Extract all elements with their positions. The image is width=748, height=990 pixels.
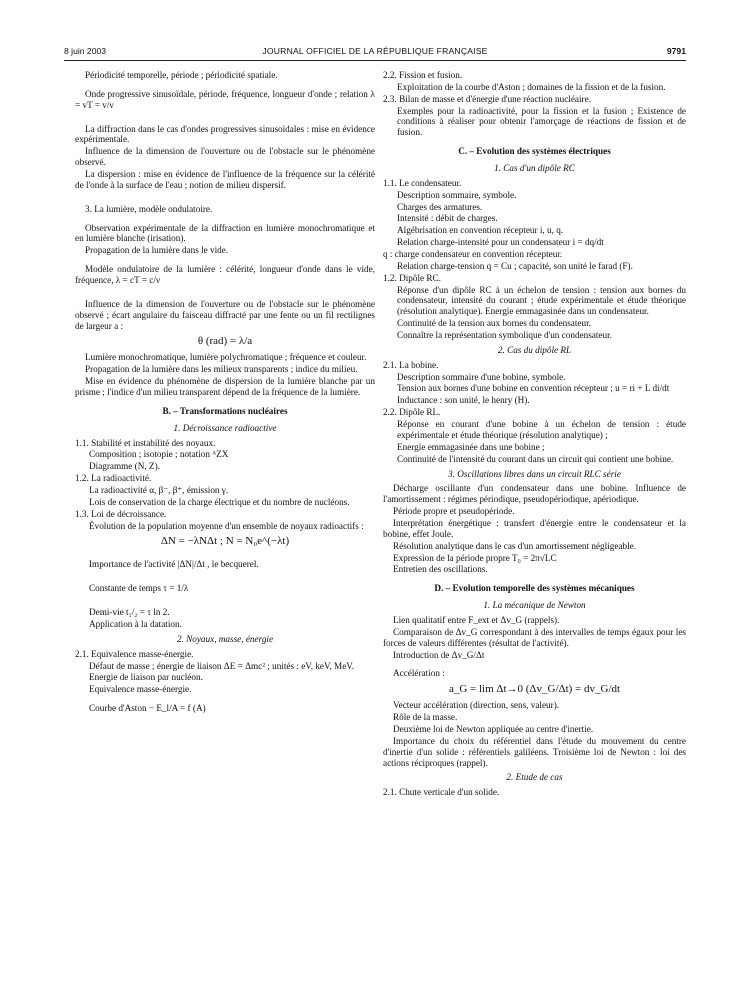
- paragraph: Constante de temps τ = 1/λ: [89, 583, 189, 594]
- paragraph: Propagation de la lumière dans le vide.: [85, 245, 229, 256]
- left-column: [75, 70, 375, 715]
- paragraph: Demi-vie t₁/₂ = τ ln 2.: [89, 607, 170, 618]
- paragraph: Importance du choix du référentiel dans l'étude du mouvement du centre d'inertie d'un solide : référentiels galiléens. Troisième loi de Newton : loi des actions réciproques (rappel).: [383, 735, 686, 768]
- paragraph: Energie de liaison par nucléon.: [89, 672, 203, 683]
- subsection-heading: 3. Oscillations libres dans un circuit RLC série: [448, 468, 621, 479]
- paragraph: Lien qualitatif entre F_ext et Δv_G (rappels).: [393, 614, 560, 625]
- paragraph: Introduction de Δv_G/Δt: [393, 649, 485, 660]
- section-heading: B. – Transformations nucléaires: [162, 405, 288, 416]
- paragraph: Inductance : son unité, le henry (H).: [397, 395, 530, 406]
- item-heading: 2.2. Fission et fusion.: [383, 70, 463, 80]
- subsection-heading: 1. La mécanique de Newton: [483, 600, 586, 611]
- item-heading: 2.1. La bobine.: [383, 359, 439, 370]
- paragraph: Deuxième loi de Newton appliquée au centre d'inertie.: [393, 723, 594, 734]
- paragraph: Description sommaire d'une bobine, symbole.: [397, 371, 566, 382]
- section-heading: D. – Evolution temporelle des systèmes mécaniques: [434, 583, 635, 594]
- paragraph: La radioactivité α, β⁻, β⁺, émission γ.: [89, 485, 229, 496]
- paragraph: Périodicité temporelle, période ; périodicité spatiale.: [85, 70, 278, 80]
- subsection-heading: 1. Décroissance radioactive: [173, 422, 277, 433]
- item-heading: 1.2. Dipôle RC.: [383, 272, 441, 283]
- paragraph: Relation charge-tension q = Cu ; capacité, son unité le farad (F).: [397, 260, 633, 271]
- paragraph: Continuité de la tension aux bornes du condensateur.: [397, 318, 591, 329]
- item-heading: 1.1. Stabilité et instabilité des noyaux.: [75, 437, 216, 448]
- paragraph: Vecteur accélération (direction, sens, valeur).: [393, 700, 560, 711]
- paragraph: Equivalence masse-énergie.: [89, 684, 192, 695]
- paragraph: Expression de la période propre T₀ = 2π√LC: [393, 552, 557, 563]
- paragraph: Energie emmagasinée dans une bobine ;: [397, 441, 545, 452]
- paragraph: Connaître la représentation symbolique d'un condensateur.: [397, 330, 612, 341]
- paragraph: Résolution analytique dans le cas d'un amortissement négligeable.: [393, 540, 637, 551]
- header-date: 8 juin 2003: [64, 46, 107, 56]
- subsection-heading: 1. Cas d'un dipôle RC: [494, 163, 575, 174]
- paragraph: Propagation de la lumière dans les milieux transparents ; indice du milieu.: [85, 364, 358, 375]
- paragraph: Mise en évidence du phénomène de dispersion de la lumière blanche par un prisme ; l'indice d'un milieu transparent dépend de la fréquence de la lumière.: [75, 376, 375, 398]
- item-heading: 2.2. Dipôle RL.: [383, 407, 441, 418]
- paragraph: Importance de l'activité |ΔN|/Δt , le becquerel.: [89, 559, 259, 570]
- item-heading: 1.2. La radioactivité.: [75, 473, 152, 484]
- paragraph: Accélération :: [393, 668, 445, 679]
- paragraph: Observation expérimentale de la diffraction en lumière monochromatique et en lumière blanche (irisation).: [75, 222, 375, 244]
- paragraph: Réponse en courant d'une bobine à un échelon de tension : étude expérimentale et étude théorique (résolution analytique) ;: [397, 419, 686, 440]
- paragraph: Tension aux bornes d'une bobine en convention récepteur ; u = ri + L di/dt: [397, 383, 670, 394]
- item-heading: 2.1. Chute verticale d'un solide.: [383, 787, 500, 798]
- subsection-heading: 2. Cas du dipôle RL: [497, 344, 572, 355]
- paragraph: Entretien des oscillations.: [393, 564, 488, 575]
- item-heading: 2.3. Bilan de masse et d'énergie d'une réaction nucléaire.: [383, 93, 591, 104]
- paragraph: Relation charge-intensité pour un condensateur i = dq/dt: [397, 237, 604, 248]
- paragraph: Algébrisation en convention récepteur i, u, q.: [397, 225, 564, 236]
- paragraph: Réponse d'un dipôle RC à un échelon de tension : tension aux bornes du condensateur, intensité du courant ; étude expérimentale et étude théorique (résolution analytique). Energie emmagasinée dans un condensateur.: [397, 284, 686, 317]
- paragraph: Charges des armatures.: [397, 201, 483, 212]
- equation: a_G = lim Δt→0 (Δv_G/Δt) = dv_G/dt: [448, 683, 621, 696]
- section-heading: C. – Evolution des systèmes électriques: [458, 146, 611, 157]
- header-rule: [64, 60, 686, 61]
- paragraph: Lumière monochromatique, lumière polychromatique ; fréquence et couleur.: [85, 352, 367, 363]
- item-heading: 1.1. Le condensateur.: [383, 177, 462, 188]
- paragraph: Intensité : débit de charges.: [397, 213, 498, 224]
- paragraph: Composition ; isotopie ; notation ᴬZX: [89, 449, 229, 460]
- paragraph: Diagramme (N, Z).: [89, 461, 160, 472]
- paragraph: Application à la datation.: [89, 619, 182, 630]
- item-heading: 2.1. Equivalence masse-énergie.: [75, 648, 194, 659]
- paragraph: Décharge oscillante d'un condensateur dans une bobine. Influence de l'amortissement : régimes périodique, pseudopériodique, apériodique.: [383, 483, 686, 505]
- subsection-heading: 2. Noyaux, masse, énergie: [176, 633, 274, 644]
- paragraph: Évolution de la population moyenne d'un ensemble de noyaux radioactifs :: [89, 520, 364, 531]
- subsection-heading: 2. Etude de cas: [506, 772, 563, 783]
- page-header: [64, 46, 686, 60]
- paragraph: Description sommaire, symbole.: [397, 189, 517, 200]
- paragraph: Exploitation de la courbe d'Aston ; domaines de la fission et de la fusion.: [397, 81, 666, 92]
- paragraph: Courbe d'Aston − E_l/A = f (A): [89, 703, 206, 714]
- paragraph: Modèle ondulatoire de la lumière : célérité, longueur d'onde dans le vide, fréquence, λ = cT = c/ν: [75, 264, 375, 286]
- paragraph: Onde progressive sinusoïdale, période, fréquence, longueur d'onde ; relation λ = vT = v/ν: [75, 88, 375, 110]
- paragraph: Rôle de la masse.: [393, 712, 458, 723]
- right-column: [383, 70, 686, 799]
- paragraph: Lois de conservation de la charge électrique et du nombre de nucléons.: [89, 496, 350, 507]
- paragraph: q : charge condensateur en convention récepteur.: [383, 249, 563, 260]
- header-title: JOURNAL OFFICIEL DE LA RÉPUBLIQUE FRANÇAISE: [262, 46, 488, 56]
- paragraph: Période propre et pseudopériode.: [393, 506, 515, 517]
- paragraph: Influence de la dimension de l'ouverture ou de l'obstacle sur le phénomène observé ; écart angulaire du faisceau diffracté par une fente ou un fil rectilignes de largeur a :: [75, 298, 375, 331]
- equation: θ (rad) = λ/a: [197, 335, 253, 348]
- paragraph: La dispersion : mise en évidence de l'influence de la fréquence sur la célérité de l'onde à la surface de l'eau ; notion de milieu dispersif.: [75, 169, 375, 190]
- paragraph: Influence de la dimension de l'ouverture ou de l'obstacle sur le phénomène observé.: [75, 146, 375, 168]
- paragraph: Exemples pour la radioactivité, pour la fission et la fusion ; Existence de conditions à réaliser pour obtenir l'amorçage de réactions de fission et de fusion.: [397, 105, 686, 138]
- paragraph: 3. La lumière, modèle ondulatoire.: [85, 203, 213, 214]
- paragraph: Défaut de masse ; énergie de liaison ΔE = Δmc² ; unités : eV, keV, MeV.: [89, 660, 355, 671]
- paragraph: Continuité de l'intensité du courant dans un circuit qui contient une bobine.: [397, 453, 674, 464]
- equation: ΔN = −λNΔt ; N = N₀e^(−λt): [160, 535, 290, 548]
- paragraph: Interprétation énergétique : transfert d'énergie entre le condensateur et la bobine, effet Joule.: [383, 517, 686, 539]
- paragraph: La diffraction dans le cas d'ondes progressives sinusoïdales : mise en évidence expérimentale.: [75, 123, 375, 145]
- item-heading: 1.3. Loi de décroissance.: [75, 508, 167, 519]
- paragraph: Comparaison de Δv_G correspondant à des intervalles de temps égaux pour les forces de valeurs différentes (résultat de l'activité).: [383, 626, 686, 648]
- header-page-number: 9791: [666, 46, 686, 56]
